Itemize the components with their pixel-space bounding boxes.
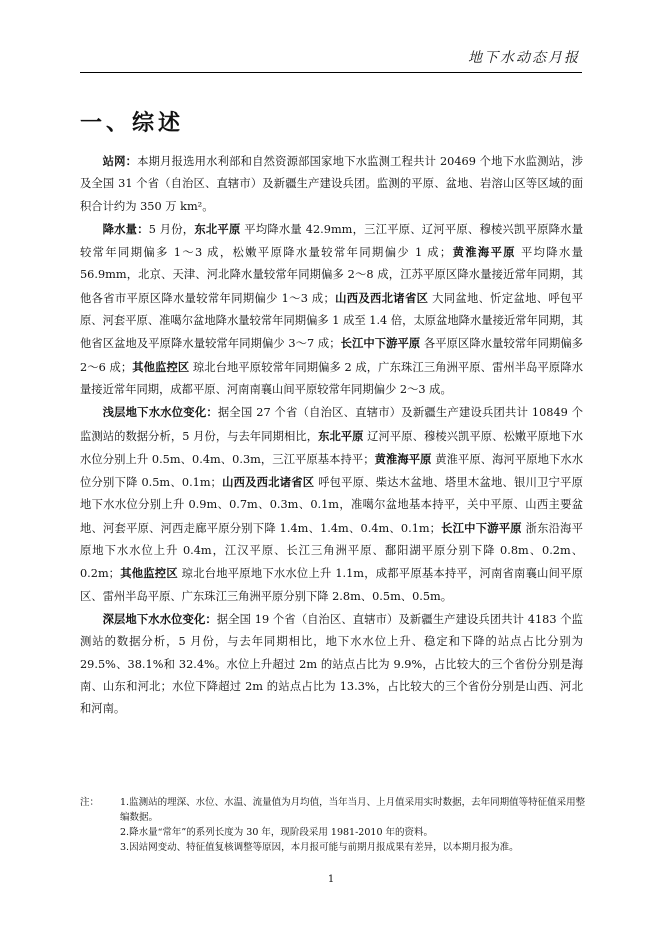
footnote-item: [80, 840, 590, 855]
paragraph-text: 琼北台地平原地下水水位上升 1.1m，成都平原基本持平，河南省南襄山间平原区、雷州半岛平原、广东珠江三角洲平原分别下降 2.8m、0.5m、0.5m。: [80, 567, 583, 603]
paragraph-label: 降水量：: [102, 221, 149, 236]
paragraph-text: 平均降水量 56.9mm，北京、天津、河北降水量较常年同期偏多 2～8 成，江苏平原区降水量接近常年同期，其他各省市平原区降水量较常年同期偏少 1～3 成；: [80, 246, 583, 305]
region-name: 其他监控区: [119, 566, 178, 581]
paragraph-text: 呼包平原、柴达木盆地、塔里木盆地、银川卫宁平原地下水水位分别上升 0.9m、0.7m、0.3m、0.1m，准噶尔盆地基本持平，关中平原、山西主要盆地、河套平原、河西走廊平原分别下降 1.4m、1.4m、0.4m、0.1m；: [80, 476, 583, 535]
region-name: 山西及西北诸省区: [334, 290, 429, 305]
paragraph-text: 据全国 19 个省（自治区、直辖市）及新疆生产建设兵团共计 4183 个监测站的数据分析，5 月份，与去年同期相比，地下水水位上升、稳定和下降的站点占比分别为 29.5%、38.1%和 32.4%。水位上升超过 2m 的站点占比为 9.9%，占比较大的三个省份分别是海南、山东和河北；水位下降超过 2m 的站点占比为 13.3%，占比较大的三个省份分别是山西、河北和河南。: [80, 612, 583, 716]
paragraph-text: 5 月份，: [148, 222, 195, 236]
paragraph-stations: [80, 150, 583, 218]
footnotes: [80, 795, 590, 855]
paragraph-label: 浅层地下水水位变化：: [102, 405, 218, 420]
region-name: 长江中下游平原: [340, 336, 421, 351]
paragraph-text: 黄淮平原、海河平原地下水水位分别下降 0.5m、0.1m；: [80, 452, 583, 490]
paragraph-text: 辽河平原、穆棱兴凯平原、松嫩平原地下水水位分别上升 0.5m、0.4m、0.3m，三江平原基本持平；: [80, 429, 583, 466]
region-name: 东北平原: [194, 221, 241, 236]
page-number: 1: [327, 874, 335, 885]
footnote-item: [80, 825, 590, 840]
paragraph-text: 平均降水量 42.9mm，三江平原、辽河平原、穆棱兴凯平原降水量较常年同期偏多 1～3 成，松嫩平原降水量较常年同期偏少 1 成；: [80, 222, 583, 260]
paragraph-text: 浙东沿海平原地下水水位上升 0.4m，江汉平原、长江三角洲平原、鄱阳湖平原分别下降 0.8m、0.2m、0.2m；: [80, 521, 583, 581]
section-heading: 一、综述: [80, 110, 185, 136]
footnote-text: 1.监测站的埋深、水位、水温、流量值为月均值，当年当月、上月值采用实时数据，去年同期值等特征值采用整编数据。: [120, 797, 586, 823]
paragraph-label: 深层地下水水位变化：: [102, 611, 217, 626]
paragraph-deep-groundwater: [80, 608, 583, 720]
footnote-text: 2.降水量“常年”的系列长度为 30 年，现阶段采用 1981-2010 年的资料。: [120, 827, 434, 838]
paragraph-text: 各平原区降水量较常年同期偏多 2～6 成；: [80, 337, 583, 374]
region-name: 其他监控区: [132, 359, 190, 374]
paragraph-shallow-groundwater: [80, 401, 583, 608]
paragraph-text: 大同盆地、忻定盆地、呼包平原、河套平原、准噶尔盆地降水量较常年同期偏多 1 成至 1.4 倍，太原盆地降水量接近常年同期，其他省区盆地及平原降水量较常年同期偏少 3～7 成；: [80, 291, 583, 351]
paragraph-text: 据全国 27 个省（自治区、直辖市）及新疆生产建设兵团共计 10849 个监测站的数据分析，5 月份，与去年同期相比，: [80, 406, 583, 443]
report-header-title: 地下水动态月报: [468, 50, 580, 66]
region-name: 黄淮海平原: [374, 451, 432, 466]
footnote-prefix: 注：: [80, 797, 100, 808]
body-text: [80, 150, 583, 720]
footnote-text: 3.因站网变动、特征值复核调整等原因，本月报可能与前期月报成果有差异，以本期月报为准。: [120, 842, 519, 853]
region-name: 长江中下游平原: [440, 520, 522, 535]
header-divider: [80, 72, 582, 73]
region-name: 黄淮海平原: [451, 245, 516, 260]
footnote-item: [80, 795, 590, 825]
paragraph-precipitation: [80, 218, 583, 401]
paragraph-text: 本期月报选用水利部和自然资源部国家地下水监测工程共计 20469 个地下水监测站，涉及全国 31 个省（自治区、直辖市）及新疆生产建设兵团。监测的平原、盆地、岩溶山区等区域的面积合计约为 350 万 km²。: [80, 155, 583, 213]
paragraph-text: 琼北台地平原较常年同期偏多 2 成，广东珠江三角洲平原、雷州半岛平原降水量接近常年同期，成都平原、河南南襄山间平原较常年同期偏少 2～3 成。: [80, 360, 583, 396]
paragraph-label: 站网：: [102, 154, 138, 168]
region-name: 东北平原: [318, 428, 364, 443]
region-name: 山西及西北诸省区: [221, 475, 315, 490]
